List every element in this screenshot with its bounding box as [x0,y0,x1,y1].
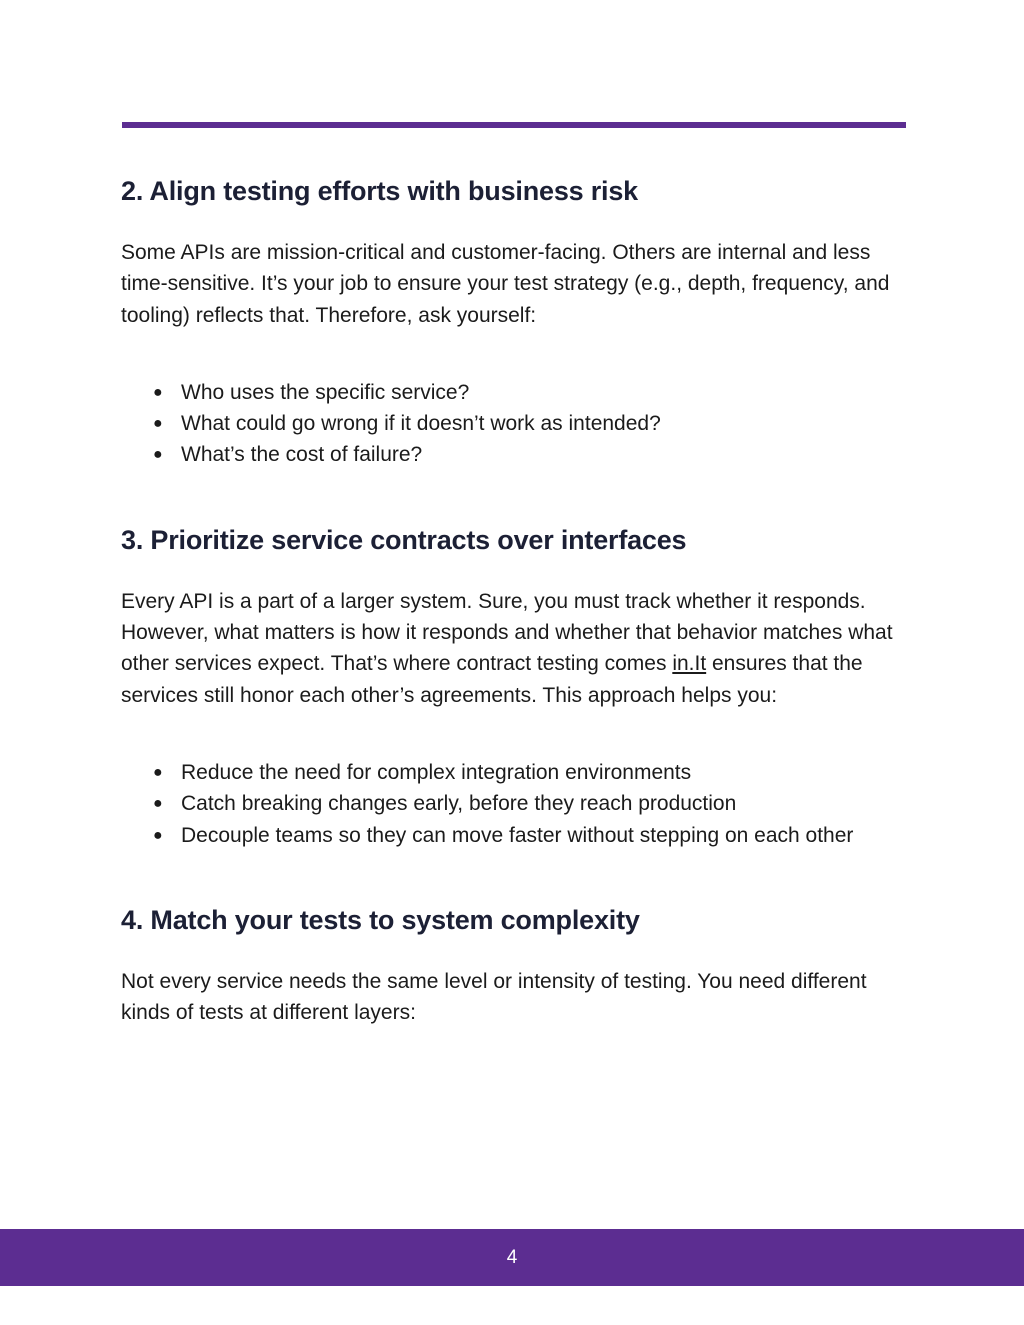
bullet-icon: ● [153,795,163,813]
list-item [121,408,911,439]
inline-link[interactable]: in.It [672,652,707,676]
bullet-icon: ● [153,763,163,781]
list-item-text: What could go wrong if it doesn’t work as intended? [181,412,661,436]
list-item [121,820,911,851]
list-item-text: Catch breaking changes early, before they reach production [181,792,737,816]
list-item [121,439,911,470]
list-item [121,377,911,408]
bullet-icon: ● [153,826,163,844]
section-heading: 2. Align testing efforts with business risk [121,176,638,206]
list-item-text: Decouple teams so they can move faster without stepping on each other [181,823,854,847]
page-number: 4 [506,1246,518,1268]
list-item [121,757,911,788]
list-item-text: Reduce the need for complex integration environments [181,760,692,784]
document-body [121,170,911,1028]
bullet-icon: ● [153,383,163,401]
bullet-icon: ● [153,446,163,464]
list-item [121,788,911,819]
footer-bar [0,1229,1024,1286]
section-heading: 4. Match your tests to system complexity [121,904,640,935]
section-paragraph: Not every service needs the same level or intensity of testing. You need different kinds of tests at different layers: [121,969,867,1025]
top-divider [122,122,906,128]
section-heading: 3. Prioritize service contracts over interfaces [121,524,687,555]
paragraph-text: ensures that the services still honor each other’s agreements. This approach helps you: [121,652,863,707]
section-paragraph [121,586,911,711]
bullet-list [121,377,911,471]
bullet-list [121,757,911,851]
list-item-text: Who uses the specific service? [181,380,470,404]
section-paragraph: Some APIs are mission-critical and customer-facing. Others are internal and less time-sensitive. It’s your job to ensure your test strategy (e.g., depth, frequency, and tooling) reflects that. Therefore, ask yourself: [121,241,890,327]
paragraph-text: Every API is a part of a larger system. Sure, you must track whether it responds. However, what matters is how it responds and whether that behavior matches what other services expect. That’s where contract testing comes [121,589,893,676]
bullet-icon: ● [153,415,163,433]
list-item-text: What’s the cost of failure? [181,443,423,467]
